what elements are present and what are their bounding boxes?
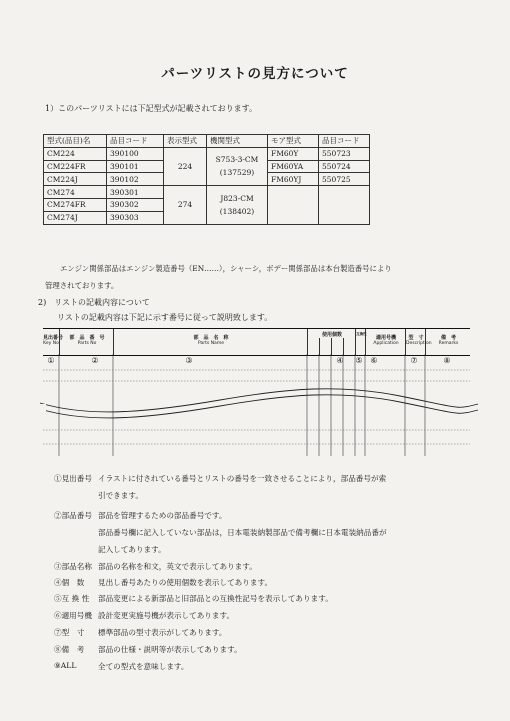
code-cell: 390100 xyxy=(107,147,164,160)
display-cell: 224 xyxy=(164,147,207,185)
compat-column: 互換性 xyxy=(355,329,366,355)
marker-5: ⑤ xyxy=(355,356,363,365)
code-cell: 390102 xyxy=(107,173,164,186)
header-mower-code: 品目コード xyxy=(319,135,370,148)
explanation-1: ①見出番号 イラストに付されている番号とリストの番号を一致させることにより，部品番号が索 引できます。 xyxy=(54,474,387,500)
model-cell: CM224FR xyxy=(44,160,107,173)
code-cell: 390303 xyxy=(107,211,164,224)
header-code: 品目コード xyxy=(107,135,164,148)
key-no-column: 見出番号 Key No xyxy=(43,335,64,346)
header-display: 表示型式 xyxy=(164,135,207,148)
marker-8: ⑧ xyxy=(443,356,451,365)
marker-3: ③ xyxy=(185,356,193,365)
explanation-2: ②部品番号 部品を管理するための部品番号です。 部品番号欄に記入していない部品は，日本電装納製部品で備考欄に日本電装納品番が 記入してあります。 xyxy=(54,511,387,554)
explanation-5: ⑤互 換 性 部品変更による新部品と旧部品との互換性記号を表示してあります。 xyxy=(54,594,333,603)
mower-cell: FM60YJ xyxy=(268,173,319,186)
parts-name-column: 部 品 名 称 Parts Name xyxy=(113,329,308,355)
explanation-7: ⑦型 寸 標準部品の型寸表示がしてあります。 xyxy=(54,628,227,637)
section-1-heading: 1）このパーツリストには下記型式が記載されております。 xyxy=(45,104,257,113)
model-cell: CM224J xyxy=(44,173,107,186)
marker-6: ⑥ xyxy=(370,356,378,365)
marker-1: ① xyxy=(47,356,55,365)
page-title: パーツリストの見方について xyxy=(161,66,349,82)
mower-code-cell: 550724 xyxy=(319,160,370,173)
qty-column: 使用個数 xyxy=(307,329,356,355)
mower-cell: FM60YA xyxy=(268,160,319,173)
marker-4: ④ xyxy=(336,356,344,365)
engine-serial: (137529) xyxy=(219,168,255,178)
header-mower: モア型式 xyxy=(268,135,319,148)
explanation-9: ⑨ALL 全ての型式を意味します。 xyxy=(54,661,189,671)
explanation-4: ④個 数 見出し番号あたりの使用個数を表示してあります。 xyxy=(54,578,273,587)
model-cell: CM274J xyxy=(44,211,107,224)
remarks-column: 備 考 Remarks xyxy=(425,329,471,355)
code-cell: 390301 xyxy=(107,186,164,199)
model-cell: CM274 xyxy=(44,186,107,199)
engine-model: J823-CM xyxy=(220,193,254,203)
marker-2: ② xyxy=(91,356,99,365)
application-column: 適用号機 Application xyxy=(365,329,406,355)
section-2-heading: 2) リストの記載内容について xyxy=(38,298,150,307)
explanation-6: ⑥適用号機 設計変更実施号機が表示してあります。 xyxy=(54,611,235,620)
model-cell: CM224 xyxy=(44,147,107,160)
description-column: 型 寸 Description xyxy=(405,329,426,355)
code-cell: 390302 xyxy=(107,198,164,211)
mower-cell: FM60Y xyxy=(268,147,319,160)
note-line-2: 管理されております。 xyxy=(45,281,119,290)
engine-serial: (138402) xyxy=(219,206,255,216)
explanation-8: ⑧備 考 部品の仕様・説明等が表示してあります。 xyxy=(54,645,242,654)
section-2-subheading: リストの記載内容は下記に示す番号に従って説明致します。 xyxy=(57,313,273,322)
note-line-1: エンジン関係部品はエンジン製造番号（EN……），シャーシ，ボデー関係部品は本台製造番号により xyxy=(60,264,392,273)
header-engine: 機関型式 xyxy=(207,135,268,148)
explanation-3: ③部品名称 部品の名称を和文，英文で表示してあります。 xyxy=(54,562,257,571)
code-cell: 390101 xyxy=(107,160,164,173)
engine-model: S753-3-CM xyxy=(215,155,259,165)
mower-code-cell: 550725 xyxy=(319,173,370,186)
model-cell: CM274FR xyxy=(44,198,107,211)
mower-code-cell: 550723 xyxy=(319,147,370,160)
header-model: 型式(品目)名 xyxy=(44,135,107,148)
parts-no-column: 部 品 番 号 Parts No xyxy=(59,329,114,355)
marker-7: ⑦ xyxy=(410,356,418,365)
display-cell: 274 xyxy=(164,186,207,224)
